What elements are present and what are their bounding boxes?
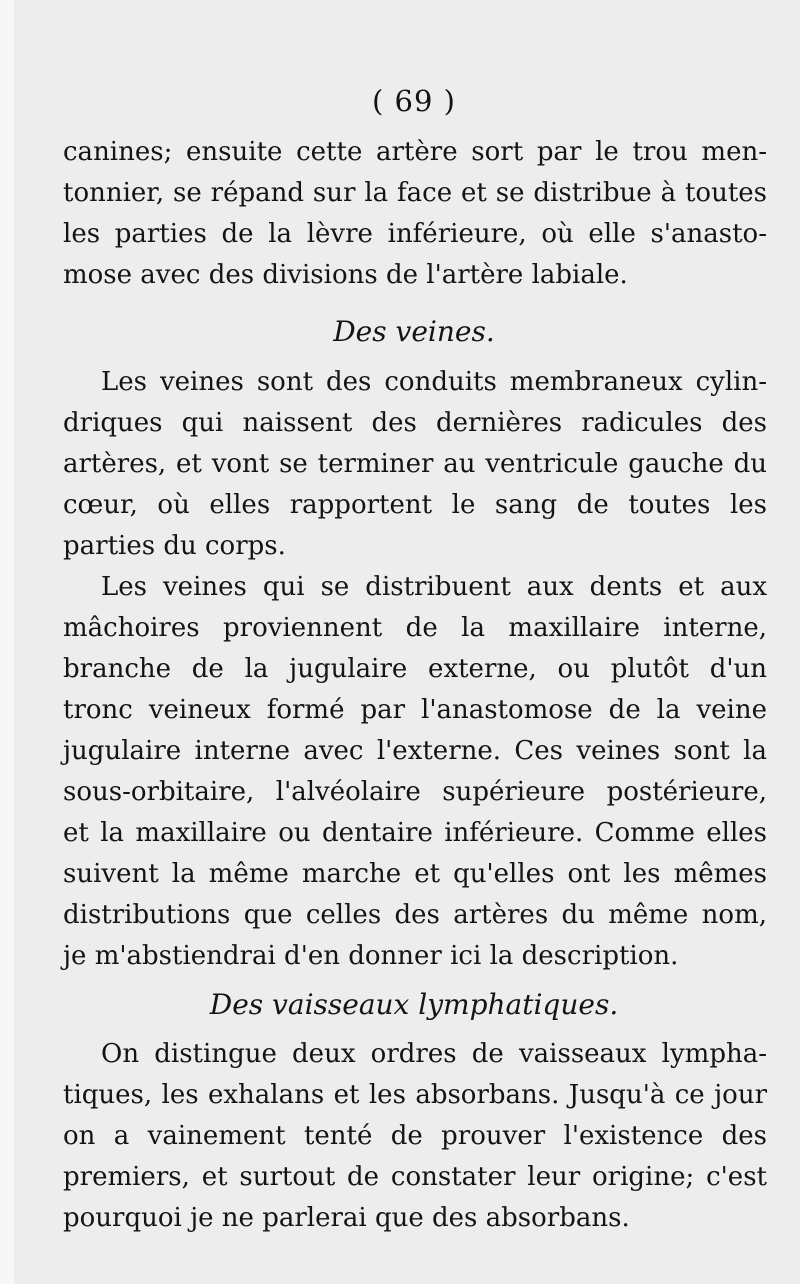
section-heading-lymphatiques: Des vaisseaux lymphatiques. [209,988,619,1021]
text-line: je m'abstiendrai d'en donner ici la description. [63,941,679,971]
text-line: parties du corps. [63,531,286,561]
text-line: jugulaire interne avec l'externe. Ces veines sont la [63,736,767,766]
text-line: pourquoi je ne parlerai que des absorbans. [63,1203,630,1233]
text-line: canines; ensuite cette artère sort par le trou men- [63,137,767,167]
text-line: les parties de la lèvre inférieure, où elle s'anasto- [63,219,767,249]
text-line: Les veines qui se distribuent aux dents et aux [101,572,767,602]
text-line: tonnier, se répand sur la face et se distribue à toutes [63,178,767,208]
text-line: suivent la même marche et qu'elles ont les mêmes [63,859,767,889]
text-line: mâchoires proviennent de la maxillaire interne, [63,613,767,643]
text-line: On distingue deux ordres de vaisseaux lympha- [101,1039,767,1069]
text-line: cœur, où elles rapportent le sang de toutes les [63,490,767,520]
page-number: ( 69 ) [372,84,456,118]
text-line: tiques, les exhalans et les absorbans. Jusqu'à ce jour [63,1080,767,1110]
text-line: branche de la jugulaire externe, ou plutôt d'un [63,654,767,684]
text-line: sous-orbitaire, l'alvéolaire supérieure postérieure, [63,777,767,807]
text-line: et la maxillaire ou dentaire inférieure. Comme elles [63,818,767,848]
text-line: on a vainement tenté de prouver l'existence des [63,1121,767,1151]
text-line: distributions que celles des artères du même nom, [63,900,767,930]
text-line: Les veines sont des conduits membraneux cylin- [101,367,767,397]
text-line: artères, et vont se terminer au ventricule gauche du [63,449,767,479]
section-heading-veines: Des veines. [333,315,495,348]
text-line: driques qui naissent des dernières radicules des [63,408,767,438]
text-line: premiers, et surtout de constater leur origine; c'est [63,1162,767,1192]
text-line: tronc veineux formé par l'anastomose de la veine [63,695,767,725]
text-line: mose avec des divisions de l'artère labiale. [63,260,628,290]
